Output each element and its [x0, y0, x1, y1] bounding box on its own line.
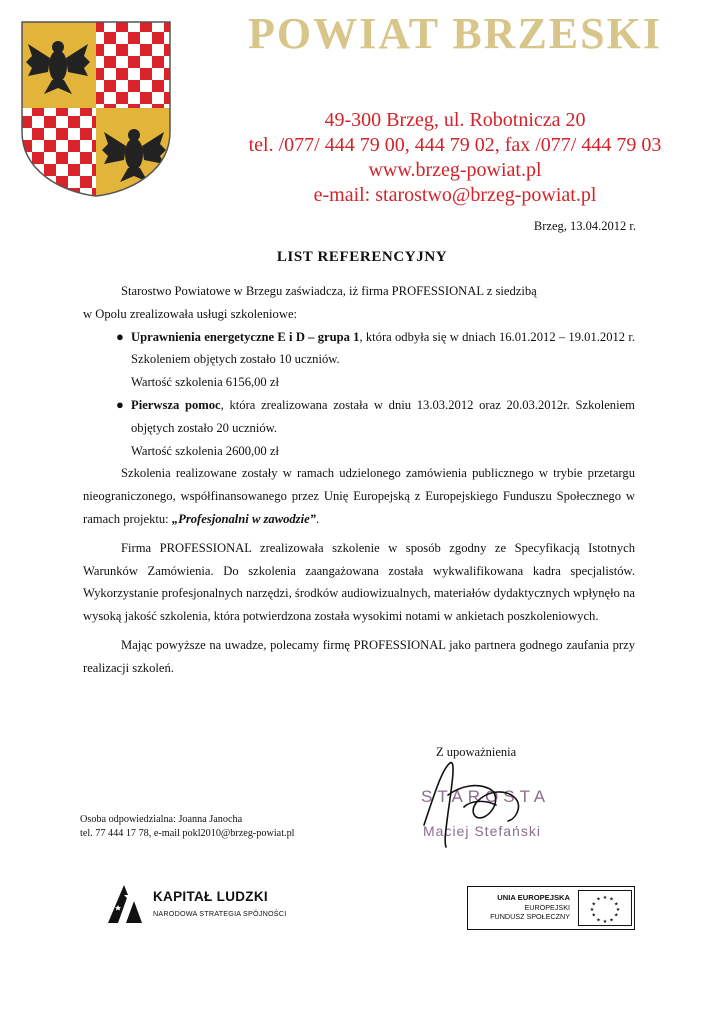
- eu-text: [470, 893, 570, 922]
- training-item: [116, 394, 635, 462]
- training-name: Pierwsza pomoc: [131, 397, 221, 412]
- training-value: Wartość szkolenia 2600,00 zł: [131, 443, 279, 458]
- contact-person-phone-email: tel. 77 444 17 78, e-mail pokl2010@brzeg-powiat.pl: [80, 828, 295, 839]
- svg-text:★: ★: [615, 907, 621, 913]
- svg-text:★: ★: [602, 895, 608, 901]
- training-details: , która zrealizowana została w dniu 13.03.2012 oraz 20.03.2012r. Szkoleniem objętych zostało 20 uczniów.: [131, 397, 635, 435]
- stamp-name: Maciej Stefański: [423, 823, 541, 839]
- contact-person: [80, 813, 295, 841]
- training-list: [83, 326, 635, 463]
- eu-fund-line-1: EUROPEJSKI: [524, 902, 570, 912]
- website-link[interactable]: www.brzeg-powiat.pl: [368, 159, 542, 181]
- svg-text:★: ★: [596, 917, 601, 924]
- quality-paragraph: Firma PROFESSIONAL zrealizowała szkolenie w sposób zgodny ze Specyfikacją Istotnych Warunków Zamówienia. Do szkolenia zaangażowana została wykwalifikowana kadra specjalistów. Wykorzystanie profesjonalnych narzędzi, środków audiowizualnych, materiałów dydaktycznych wpłynęło na wysoką jakość szkolenia, która potwierdzona została wysokimi notami w ankietach poszkoleniowych.: [83, 540, 635, 624]
- svg-text:★: ★: [596, 896, 601, 903]
- coat-of-arms-icon: [20, 20, 172, 198]
- kapital-ludzki-name: KAPITAŁ LUDZKI: [153, 889, 268, 904]
- document-title: LIST REFERENCYJNY: [276, 249, 448, 265]
- svg-text:★: ★: [591, 912, 596, 919]
- project-end: .: [315, 511, 320, 526]
- svg-text:★: ★: [589, 907, 595, 913]
- email-link[interactable]: e-mail: starostwo@brzeg-powiat.pl: [313, 184, 597, 206]
- bullet-icon: ●: [116, 328, 124, 344]
- project-paragraph: [83, 462, 635, 530]
- stamp-role: STAROSTA: [421, 787, 551, 806]
- intro-line-1: Starostwo Powiatowe w Brzegu zaświadcza, iż firma PROFESSIONAL z siedzibą: [121, 284, 537, 298]
- svg-text:★: ★: [591, 901, 596, 908]
- svg-text:★: ★: [602, 919, 608, 925]
- recommendation-paragraph: Mając powyższe na uwadze, polecamy firmę PROFESSIONAL jako partnera godnego zaufania przy realizacji szkoleń.: [83, 637, 635, 675]
- organization-name: POWIAT BRZESKI: [248, 9, 662, 58]
- address-line: 49-300 Brzeg, ul. Robotnicza 20: [324, 109, 586, 131]
- svg-text:★: ★: [614, 912, 619, 919]
- eu-main-label: UNIA EUROPEJSKA: [497, 893, 570, 902]
- training-item: [116, 326, 636, 394]
- letter-body: [83, 280, 635, 680]
- contact-person-name: Osoba odpowiedzialna: Joanna Janocha: [80, 814, 243, 825]
- intro-line-2: w Opolu zrealizowała usługi szkoleniowe:: [83, 306, 298, 321]
- eu-flag-icon: [578, 890, 632, 926]
- svg-text:★: ★: [609, 896, 614, 903]
- training-name: Uprawnienia energetyczne E i D – grupa 1: [131, 329, 360, 344]
- contact-block: [200, 108, 710, 208]
- kapital-ludzki-subtitle: NARODOWA STRATEGIA SPÓJNOŚCI: [153, 909, 287, 918]
- bullet-icon: ●: [116, 396, 124, 412]
- svg-text:★: ★: [609, 917, 614, 924]
- handwritten-signature-icon: [404, 755, 574, 855]
- kapital-ludzki-logo-icon: [104, 883, 146, 925]
- svg-text:★: ★: [614, 901, 619, 908]
- training-value: Wartość szkolenia 6156,00 zł: [131, 375, 279, 390]
- project-text: Szkolenia realizowane zostały w ramach udzielonego zamówienia publicznego w trybie przetargu nieograniczonego, współfinansowanego przez Unię Europejską z Europejskiego Funduszu Społecznego w ramach projektu:: [83, 466, 635, 526]
- training-details: , która odbyła się w dniach 16.01.2012 – 19.01.2012 r. Szkoleniem objętych zostało 10 uczniów.: [131, 329, 636, 367]
- authorization-label: Z upoważnienia: [436, 745, 517, 759]
- letter-date: Brzeg, 13.04.2012 r.: [533, 219, 636, 233]
- phone-line: tel. /077/ 444 79 00, 444 79 02, fax /077/ 444 79 03: [248, 134, 662, 156]
- project-name: „Profesjonalni w zawodzie”: [171, 511, 316, 526]
- eu-fund-line-2: FUNDUSZ SPOŁECZNY: [490, 912, 570, 922]
